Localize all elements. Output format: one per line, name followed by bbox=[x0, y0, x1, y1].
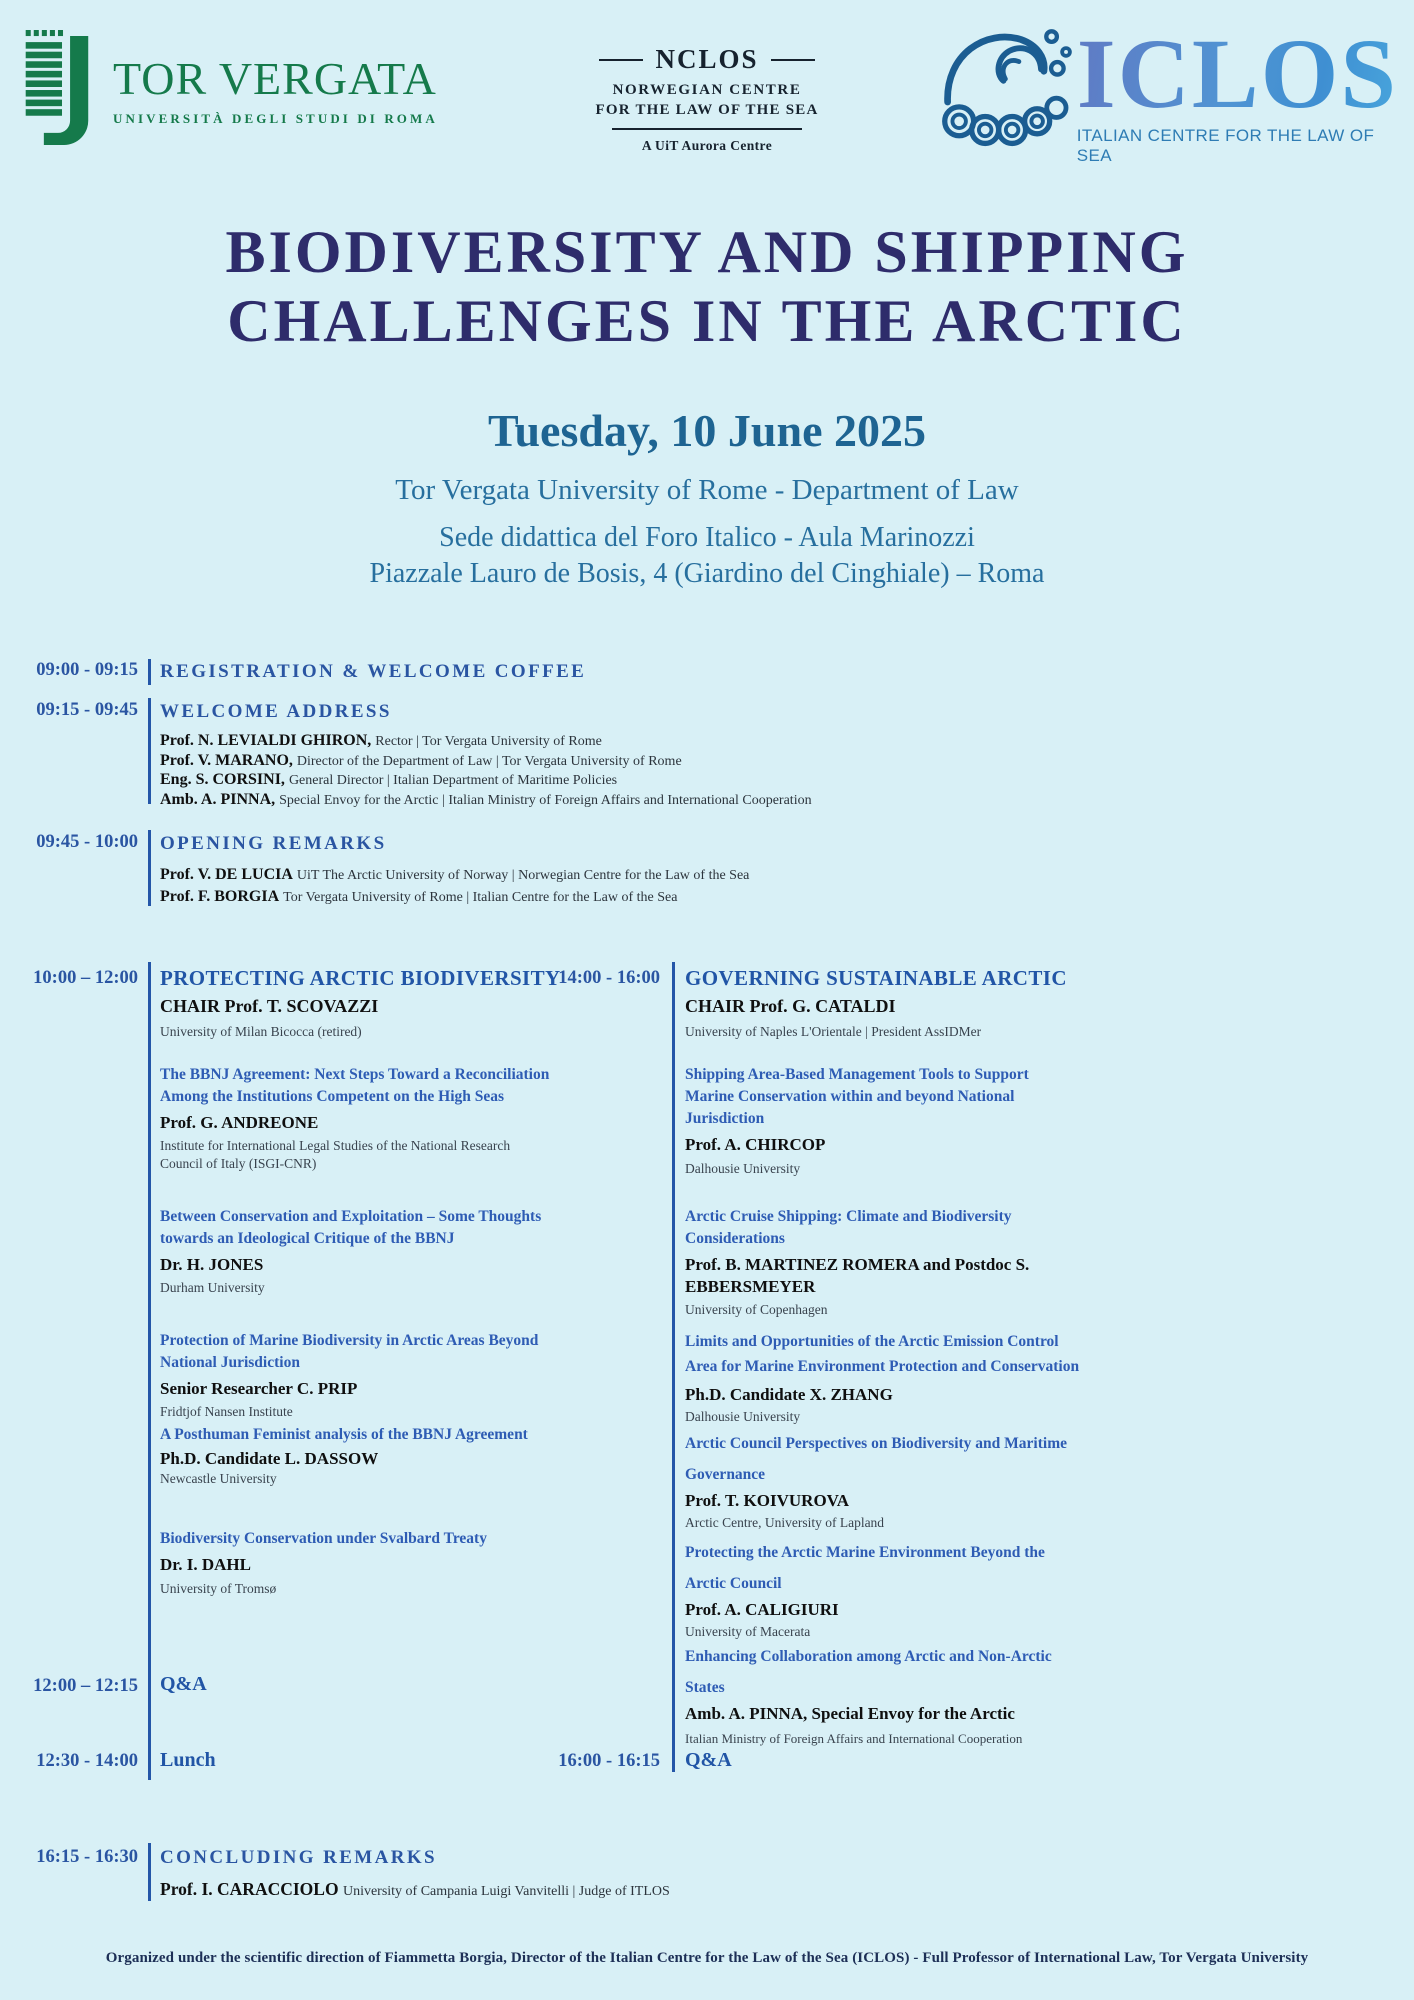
torvergata-subtitle: UNIVERSITÀ DEGLI STUDI DI ROMA bbox=[113, 111, 438, 126]
speaker-role: University of Campania Luigi Vanvitelli | Judge of ITLOS bbox=[342, 1884, 670, 1899]
talk-title: Between Conservation and Exploitation – Some Thoughts towards an Ideological Critique of the BBNJ bbox=[160, 1208, 542, 1247]
talk-speaker: Ph.D. Candidate L. DASSOW bbox=[160, 1449, 379, 1468]
right-session-chair: CHAIR Prof. G. CATALDI bbox=[685, 996, 896, 1016]
speaker-role: Special Envoy for the Arctic | Italian Ministry of Foreign Affairs and International Cooperation bbox=[279, 792, 812, 808]
nclos-tagline: A UiT Aurora Centre bbox=[641, 138, 773, 153]
speaker-role: Tor Vergata University of Rome | Italian Centre for the Law of the Sea bbox=[283, 889, 678, 905]
talk-speaker: Ph.D. Candidate X. ZHANG bbox=[685, 1384, 893, 1404]
welcome-time: 09:15 - 09:45 bbox=[36, 700, 138, 720]
speaker-row bbox=[160, 864, 749, 886]
iclos-subtitle: ITALIAN CENTRE FOR THE LAW OF SEA bbox=[1076, 126, 1375, 165]
talk-affiliation: University of Macerata bbox=[685, 1624, 811, 1640]
speaker-row bbox=[160, 751, 812, 771]
talk bbox=[160, 1424, 570, 1488]
speaker-role: Rector | Tor Vergata University of Rome bbox=[375, 734, 602, 749]
opening-divider bbox=[148, 830, 151, 906]
torvergata-mark-icon bbox=[25, 30, 97, 146]
talk bbox=[685, 1064, 1077, 1178]
talk bbox=[685, 1330, 1085, 1425]
right-session-divider bbox=[672, 962, 675, 1772]
nclos-line1: NORWEGIAN CENTRE bbox=[612, 82, 802, 98]
speaker-role: General Director | Italian Department of Maritime Policies bbox=[288, 773, 618, 789]
talk bbox=[160, 1064, 558, 1172]
right-session-time: 14:00 - 16:00 bbox=[558, 968, 660, 988]
left-session-title: PROTECTING ARCTIC BIODIVERSITY bbox=[160, 966, 561, 990]
talk-speaker: Dr. H. JONES bbox=[160, 1255, 264, 1274]
speaker-role: UiT The Arctic University of Norway | Norwegian Centre for the Law of the Sea bbox=[296, 868, 750, 883]
concluding-time: 16:15 - 16:30 bbox=[36, 1847, 138, 1867]
nclos-line2: FOR THE LAW OF THE SEA bbox=[595, 102, 819, 118]
torvergata-logo bbox=[25, 30, 438, 146]
nclos-right-dash-icon bbox=[771, 59, 815, 61]
footer-credit: Organized under the scientific direction of Fiammetta Borgia, Director of the Italian Centre for the Law of the Sea (ICLOS) - Full Professor of International Law, Tor Vergata University bbox=[105, 1950, 1309, 1966]
talk bbox=[685, 1428, 1075, 1532]
speaker-name: Prof. N. LEVIALDI GHIRON, bbox=[160, 732, 372, 749]
speaker-name: Prof. V. DE LUCIA bbox=[160, 866, 293, 883]
welcome-speakers bbox=[160, 731, 812, 809]
talk bbox=[685, 1641, 1075, 1748]
speaker-name: Amb. A. PINNA, bbox=[160, 790, 276, 808]
talk-title: Shipping Area-Based Management Tools to Support Marine Conservation within and beyond National Jurisdiction bbox=[685, 1066, 1029, 1127]
opening-speakers bbox=[160, 864, 749, 908]
left-qa-label: Q&A bbox=[160, 1673, 207, 1695]
concluding-speaker-row bbox=[160, 1879, 670, 1900]
left-qa-time: 12:00 – 12:15 bbox=[33, 1676, 138, 1696]
left-chair-affiliation: University of Milan Bicocca (retired) bbox=[160, 1024, 362, 1039]
lunch-time: 12:30 - 14:00 bbox=[36, 1751, 138, 1771]
talk-affiliation: Fridtjof Nansen Institute bbox=[160, 1404, 293, 1420]
opening-heading: OPENING REMARKS bbox=[160, 833, 387, 854]
talk-affiliation: University of Copenhagen bbox=[685, 1302, 828, 1318]
talk-title: Protection of Marine Biodiversity in Arctic Areas Beyond National Jurisdiction bbox=[160, 1332, 539, 1371]
venue-line-1: Tor Vergata University of Rome - Department of Law bbox=[395, 474, 1019, 506]
talk-affiliation: Institute for International Legal Studies of the National Research Council of Italy (ISGI-CNR) bbox=[160, 1138, 511, 1171]
title-line-2: CHALLENGES IN THE ARCTIC bbox=[227, 288, 1187, 354]
speaker-row bbox=[160, 770, 812, 790]
talk-affiliation: Newcastle University bbox=[160, 1471, 277, 1487]
right-qa-label: Q&A bbox=[685, 1749, 732, 1771]
right-session-title: GOVERNING SUSTAINABLE ARCTIC bbox=[685, 966, 1067, 990]
talk-speaker: Prof. T. KOIVUROVA bbox=[685, 1491, 850, 1510]
venue-line-3: Piazzale Lauro de Bosis, 4 (Giardino del Cinghiale) – Roma bbox=[369, 558, 1045, 589]
lunch-label: Lunch bbox=[160, 1749, 216, 1771]
welcome-heading: WELCOME ADDRESS bbox=[160, 701, 392, 722]
right-qa-time: 16:00 - 16:15 bbox=[558, 1751, 660, 1771]
torvergata-name: TOR VERGATA bbox=[113, 53, 437, 104]
talk bbox=[685, 1206, 1055, 1319]
speaker-name: Prof. V. MARANO, bbox=[160, 751, 293, 769]
speaker-name: Eng. S. CORSINI, bbox=[160, 771, 285, 789]
talk-speaker: Senior Researcher C. PRIP bbox=[160, 1379, 358, 1398]
registration-heading: REGISTRATION & WELCOME COFFEE bbox=[160, 661, 587, 682]
right-chair-affiliation: University of Naples L'Orientale | President AssIDMer bbox=[685, 1024, 982, 1039]
speaker-row bbox=[160, 790, 812, 810]
registration-time: 09:00 - 09:15 bbox=[36, 660, 138, 680]
left-session-time: 10:00 – 12:00 bbox=[33, 968, 138, 988]
talk-title: A Posthuman Feminist analysis of the BBNJ Agreement bbox=[160, 1426, 528, 1443]
opening-time: 09:45 - 10:00 bbox=[36, 832, 138, 852]
talk-title: Arctic Council Perspectives on Biodiversity and Maritime Governance bbox=[685, 1435, 1067, 1483]
speaker-row bbox=[160, 731, 812, 751]
talk-affiliation: Italian Ministry of Foreign Affairs and International Cooperation bbox=[685, 1731, 1023, 1747]
nclos-acronym: NCLOS bbox=[655, 44, 759, 74]
concluding-heading: CONCLUDING REMARKS bbox=[160, 1847, 438, 1868]
talk bbox=[160, 1330, 560, 1421]
talk-speaker: Prof. A. CALIGIURI bbox=[685, 1600, 839, 1619]
talk-speaker: Dr. I. DAHL bbox=[160, 1555, 251, 1574]
talk-title: Biodiversity Conservation under Svalbard Treaty bbox=[160, 1530, 487, 1547]
speaker-row bbox=[160, 886, 749, 908]
talk-speaker: Prof. A. CHIRCOP bbox=[685, 1135, 826, 1154]
talk-title: Protecting the Arctic Marine Environment Beyond the Arctic Council bbox=[685, 1544, 1045, 1592]
talk-affiliation: Dalhousie University bbox=[685, 1161, 801, 1177]
event-date: Tuesday, 10 June 2025 bbox=[488, 405, 926, 456]
nclos-logo bbox=[572, 44, 842, 154]
registration-divider bbox=[148, 659, 151, 685]
talk-speaker: Amb. A. PINNA, Special Envoy for the Arctic bbox=[685, 1704, 1015, 1723]
left-session-divider bbox=[148, 962, 151, 1780]
talk-title: Enhancing Collaboration among Arctic and Non-Arctic States bbox=[685, 1648, 1052, 1696]
nclos-left-dash-icon bbox=[599, 59, 643, 61]
talk-affiliation: University of Tromsø bbox=[160, 1581, 277, 1597]
talk bbox=[685, 1537, 1075, 1641]
speaker-name: Prof. F. BORGIA bbox=[160, 887, 280, 905]
nclos-rule bbox=[612, 128, 802, 130]
talk-affiliation: Durham University bbox=[160, 1280, 265, 1296]
iclos-logo bbox=[938, 18, 1414, 166]
title-line-1: BIODIVERSITY AND SHIPPING bbox=[225, 219, 1189, 285]
talk-affiliation: Arctic Centre, University of Lapland bbox=[685, 1515, 885, 1531]
talk bbox=[160, 1206, 570, 1297]
talk-speaker: Prof. B. MARTINEZ ROMERA and Postdoc S. EBBERSMEYER bbox=[685, 1255, 1030, 1297]
speaker-name: Prof. I. CARACCIOLO bbox=[160, 1879, 339, 1899]
concluding-divider bbox=[148, 1843, 151, 1901]
venue-line-2: Sede didattica del Foro Italico - Aula Marinozzi bbox=[439, 522, 975, 553]
wave-icon bbox=[938, 24, 1073, 156]
welcome-divider bbox=[148, 698, 151, 804]
talk-title: Limits and Opportunities of the Arctic Emission Control Area for Marine Environment Protection and Conservation bbox=[685, 1333, 1080, 1375]
talk-affiliation: Dalhousie University bbox=[685, 1408, 801, 1424]
speaker-role: Director of the Department of Law | Tor Vergata University of Rome bbox=[296, 753, 682, 769]
talk bbox=[160, 1528, 570, 1598]
talk-title: The BBNJ Agreement: Next Steps Toward a Reconciliation Among the Institutions Competent on the High Seas bbox=[160, 1066, 550, 1105]
page-title bbox=[0, 218, 1414, 356]
talk-speaker: Prof. G. ANDREONE bbox=[160, 1113, 319, 1132]
iclos-acronym: ICLOS bbox=[1077, 24, 1414, 124]
left-session-chair: CHAIR Prof. T. SCOVAZZI bbox=[160, 996, 379, 1016]
talk-title: Arctic Cruise Shipping: Climate and Biodiversity Considerations bbox=[685, 1208, 1012, 1247]
